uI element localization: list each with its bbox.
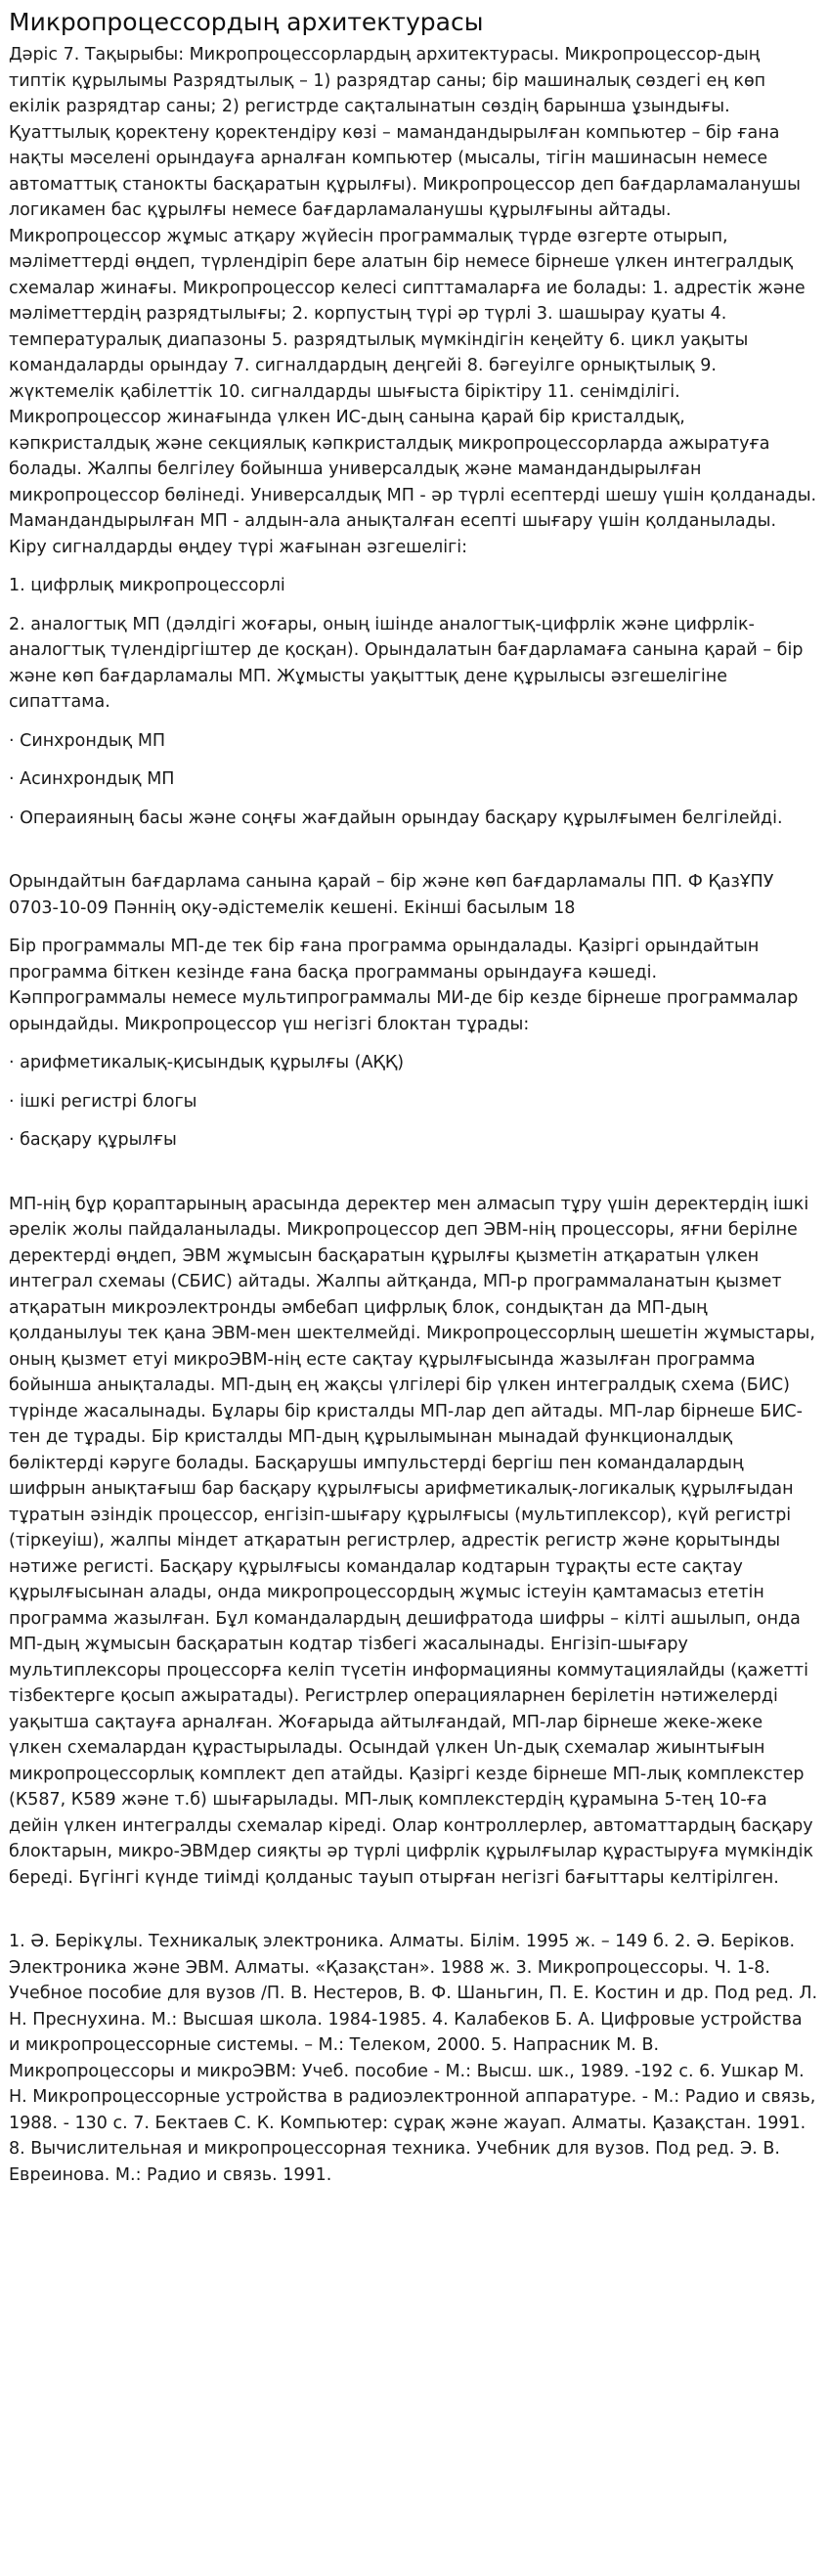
references-paragraph: 1. Ә. Берікұлы. Техникалық электроника. Алматы. Білім. 1995 ж. – 149 б. 2. Ә. Беріков. Электроника және ЭВМ. Алматы. «Қазақстан». 1988 ж. 3. Микропроцессоры. Ч. 1-8. Учебное пособие для вузов /П. В. Нестеров, В. Ф. Шаньгин, П. Е. Костин и др. Под ред. Л. Н. Преснухина. М.: Высшая школа. 1984-1985. 4. Калабеков Б. А. Цифровые устройства и микропроцессорные системы. – М.: Телеком, 2000. 5. Напрасник М. В. Микропроцессоры и микроЭВМ: Учеб. пособие - М.: Высш. шк., 1989. -192 с. 6. Ушкар М. Н. Микропроцессорные устройства в радиоэлектронной аппаратуре. - М.: Радио и связь, 1988. - 130 с. 7. Бектаев С. К. Компьютер: сұрақ және жауап. Алматы. Қазақстан. 1991. 8. Вычислительная и микропроцессорная техника. Учебник для вузов. Под ред. Э. В. Евреинова. М.: Радио и связь. 1991.	[9, 1932, 818, 2185]
list-item-control: · басқару құрылғы	[9, 1130, 177, 1150]
list-item-analog: 2. аналогтық МП (дәлдігі жоғары, оның ішінде аналогтық-цифрлік және цифрлік-аналогтық түлендіргіштер де қосқан). Орындалатын бағдарламаға санына қарай – бір және көп бағдарламалы МП. Жұмысты уақыттық дене құрылысы әзгешелігіне сипаттама.	[9, 614, 804, 712]
multiprogram-paragraph: Бір программалы МП-де тек бір ғана программа орындалады. Қазіргі орындайтын программа біткен кезінде ғана басқа программаны орындауға кәшеді. Кәппрограммалы немесе мультипрограммалы МИ-де бір кезде бірнеше программалар орындайды. Микропроцессор үш негізгі блоктан тұрады:	[9, 937, 799, 1034]
list-item-alu: · арифметикалық-қисындық құрылғы (АҚҚ)	[9, 1053, 405, 1072]
intro-paragraph: Дәріс 7. Тақырыбы: Микропроцессорлардың архитектурасы. Микропроцессор-дың типтік құрылымы Разрядтылық – 1) разрядтар саны; бір машиналық сөздегі ең көп екілік разрядтар саны; 2) регистрде сақталынатын сөздің барынша ұзындығы. Қуаттылық қоректену қоректендіру көзі – мамандандырылған компьютер – бір ғана нақты мәселені орындауға арналған компьютер (мысалы, тігін машинасын немесе автоматтық станокты басқаратын құрылғы). Микропроцессор деп бағдарламаланушы логикамен бас құрылғы немесе бағдарламаланушы құрылғыны айтады. Микропроцессор жұмыс атқару жүйесін программалық түрде өзгерте отырып, мәліметтерді өңдеп, түрлендіріп бере алатын бір немесе бірнеше үлкен интегралдық схемалар жинағы. Микропроцессор келесі сипттамаларға ие болады: 1. адрестік және мәліметтердің разрядтылығы; 2. корпустың түрі әр түрлі 3. шашырау қуаты 4. температуралық диапазоны 5. разрядтылық мүмкіндігін кеңейту 6. цикл уақыты командаларды орындау 7. сигналдардың деңгейі 8. бәгеуілге орнықтылық 9. жүктемелік қабілеттік 10. сигналдарды шығыста біріктіру 11. сенімділігі. Микропроцессор жинағында үлкен ИС-дың санына қарай бір кристалдық, кәпкристалдық және секциялық кәпкристалдық микропроцессорларда ажыратуға болады. Жалпы белгілеу бойынша универсалдық және мамандандырылған микропроцессор бөлінеді. Универсалдық МП - әр түрлі есептерді шешу үшін қолданады. Мамандандырылған МП - алдын-ала анықталған есепті шығару үшін қолданылады. Кіру сигналдарды өңдеу түрі жағынан әзгешелігі:	[9, 45, 817, 557]
spacer	[9, 1166, 818, 1192]
list-item-operation: · Операияның басы және соңғы жағдайын орындау басқару құрылғымен белгілейді.	[9, 808, 783, 828]
list-item-digital: 1. цифрлық микропроцессорлі	[9, 576, 285, 595]
list-item-async: · Асинхрондық МП	[9, 769, 175, 789]
spacer	[9, 844, 818, 869]
program-count-paragraph: Орындайтын бағдарлама санына қарай – бір және көп бағдарламалы ПП. Ф ҚазҰПУ 0703-10-09 Пәннің оқу-әдістемелік кешені. Екінші басылым 18	[9, 872, 774, 918]
main-paragraph: МП-нің бұр қораптарының арасында деректер мен алмасып тұру үшін деректердің ішкі әрелік жолы пайдаланылады. Микропроцессор деп ЭВМ-нің процессоры, яғни берілне деректерді өңдеп, ЭВМ жұмысын басқаратын құрылғы қызметін атқаратын үлкен интеграл схемаы (СБИС) айтады. Жалпы айтқанда, МП-р программаланатын қызмет атқаратын микроэлектронды әмбебап цифрлық блок, сондықтан да МП-дың қолданылуы тек қана ЭВМ-мен шектелмейді. Микропроцессорлың шешетін жұмыстары, оның қызмет етуі микроЭВМ-нің есте сақтау құрылғысында жазылған программа бойынша анықталады. МП-дың ең жақсы үлгілері бір үлкен интегралдық схема (БИС) түрінде жасалынады. Бұлары бір кристалды МП-лар деп айтады. МП-лар бірнеше БИС-тен де тұрады. Бір кристалды МП-дың құрылымынан мынадай функционалдық бөліктерді кәруге болады. Басқарушы импульстерді бергіш пен командалардың шифрын анықтағыш бар басқару құрылғысы арифметикалық-логикалық құрылғыдан тұратын әзіндік процессор, енгізіп-шығару құрылғысы (мультиплексор), күй регистрі (тіркеуіш), жалпы міндет атқаратын регистрлер, адрестік регистр және қорытынды нәтиже регисті. Басқару құрылғысы командалар кодтарын тұрақты есте сақтау құрылғысынан алады, онда микропроцессордың жұмыс істеуін қамтамасыз ететін программа жазылған. Бұл командалардың дешифратода шифры – кілті ашылып, онда МП-дың жұмысын басқаратын кодтар тізбегі жасалынады. Енгізіп-шығару мультиплексоры процессорға келіп түсетін информацияны коммутациялайды (қажетті тізбектерге қосып ажыратады). Регистрлер операцияларнен берілетін нәтижелерді уақытша сақтауға арналған. Жоғарыда айтылғандай, МП-лар бірнеше жеке-жеке үлкен схемалардан құрастырылады. Осындай үлкен Un-дық схемалар жиынтығын микропроцессорлық комплект деп атайды. Қазіргі кезде бірнеше МП-лық комплекстер (К587, К589 және т.б) шығарылады. МП-лық комплекстердің құрамына 5-тең 10-ға дейін үлкен интегралды схемалар кіреді. Олар контроллерлер, автоматтардың басқару блоктарын, микро-ЭВМдер сияқты әр түрлі цифрлік құрылғылар құрастыруға мүмкіндік береді. Бүгінгі күнде тиімді қолданыс тауып отырған негізгі бағыттары келтірілген.	[9, 1194, 815, 1888]
list-item-registers: · ішкі регистрі блогы	[9, 1091, 197, 1112]
spacer	[9, 1903, 818, 1929]
page-title: Микропроцессордың архитектурасы	[9, 8, 484, 36]
list-item-sync: · Синхрондық МП	[9, 730, 166, 751]
